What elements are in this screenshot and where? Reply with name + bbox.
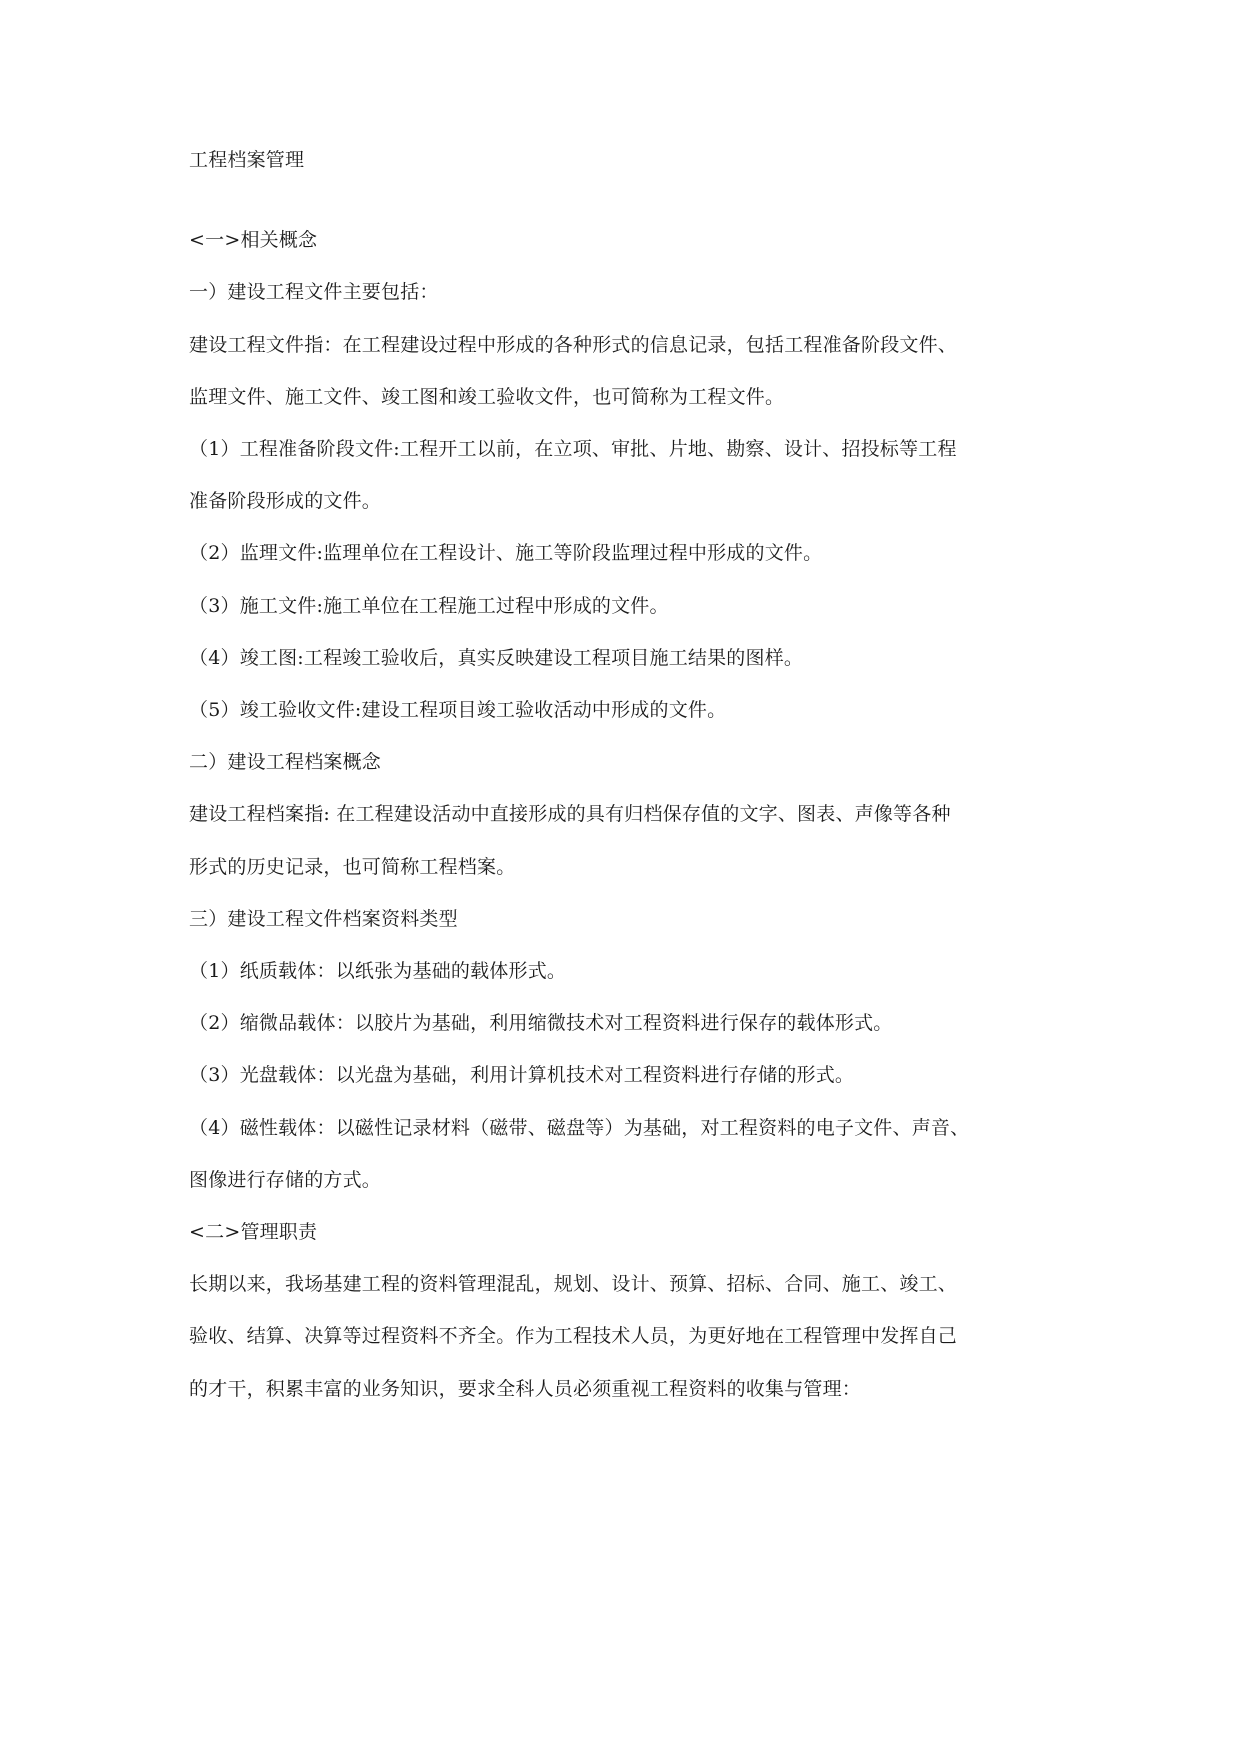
subsection-heading: 三）建设工程文件档案资料类型	[189, 908, 458, 930]
paragraph-line: 长期以来，我场基建工程的资料管理混乱，规划、设计、预算、招标、合同、施工、竣工、	[189, 1273, 958, 1295]
paragraph-line: 建设工程文件指：在工程建设过程中形成的各种形式的信息记录，包括工程准备阶段文件、	[189, 334, 958, 356]
list-item-continued: 准备阶段形成的文件。	[189, 490, 382, 512]
list-item-continued: 图像进行存储的方式。	[189, 1169, 382, 1191]
subsection-heading: 二）建设工程档案概念	[189, 751, 382, 773]
list-item: （1）工程准备阶段文件:工程开工以前，在立项、审批、片地、勘察、设计、招投标等工程	[189, 438, 957, 460]
list-item: （4）磁性载体：以磁性记录材料（磁带、磁盘等）为基础，对工程资料的电子文件、声音、	[189, 1117, 970, 1139]
list-item: （3）光盘载体：以光盘为基础，利用计算机技术对工程资料进行存储的形式。	[189, 1064, 855, 1086]
list-item: （2）监理文件:监理单位在工程设计、施工等阶段监理过程中形成的文件。	[189, 542, 823, 564]
list-item: （2）缩微品载体：以胶片为基础，利用缩微技术对工程资料进行保存的载体形式。	[189, 1012, 893, 1034]
paragraph-line: 形式的历史记录，也可简称工程档案。	[189, 856, 516, 878]
paragraph-line: 的才干，积累丰富的业务知识，要求全科人员必须重视工程资料的收集与管理：	[189, 1378, 862, 1400]
list-item: （4）竣工图:工程竣工验收后，真实反映建设工程项目施工结果的图样。	[189, 647, 804, 669]
section-heading: <二>管理职责	[189, 1221, 318, 1243]
paragraph-line: 监理文件、施工文件、竣工图和竣工验收文件，也可简称为工程文件。	[189, 386, 785, 408]
subsection-heading: 一）建设工程文件主要包括：	[189, 281, 439, 303]
list-item: （1）纸质载体：以纸张为基础的载体形式。	[189, 960, 567, 982]
section-heading: <一>相关概念	[189, 229, 318, 251]
list-item: （5）竣工验收文件:建设工程项目竣工验收活动中形成的文件。	[189, 699, 727, 721]
document-title: 工程档案管理	[189, 149, 305, 171]
paragraph-line: 验收、结算、决算等过程资料不齐全。作为工程技术人员，为更好地在工程管理中发挥自己	[189, 1325, 958, 1347]
list-item: （3）施工文件:施工单位在工程施工过程中形成的文件。	[189, 595, 669, 617]
paragraph-line: 建设工程档案指: 在工程建设活动中直接形成的具有归档保存值的文字、图表、声像等各种	[189, 803, 951, 825]
